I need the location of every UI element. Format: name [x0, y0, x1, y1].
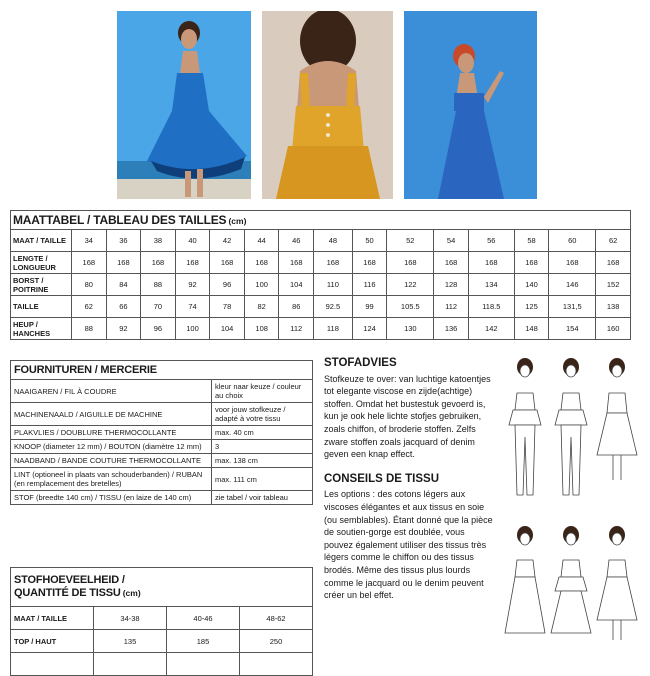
length-cell: 168 — [514, 252, 549, 274]
size-cell: 50 — [352, 230, 387, 252]
figure-dress-2 — [505, 526, 545, 633]
quantity-header-row — [11, 607, 313, 630]
hip-cell: 88 — [72, 318, 107, 340]
size-cell: 46 — [279, 230, 314, 252]
waist-cell: 70 — [141, 296, 176, 318]
quantity-col-header: 34-38 — [94, 607, 167, 630]
size-cell: 62 — [596, 230, 631, 252]
size-cell: 44 — [244, 230, 279, 252]
hip-row-label: HEUP / HANCHES — [11, 318, 72, 340]
supply-row — [11, 426, 313, 440]
hip-cell: 124 — [352, 318, 387, 340]
supply-value: max. 138 cm — [212, 454, 313, 468]
size-cell: 34 — [72, 230, 107, 252]
waist-cell: 105.5 — [387, 296, 434, 318]
size-cell: 36 — [106, 230, 141, 252]
bust-cell: 122 — [387, 274, 434, 296]
waist-cell: 86 — [279, 296, 314, 318]
advice-title-fr: CONSEILS DE TISSU — [324, 472, 440, 485]
length-cell: 168 — [352, 252, 387, 274]
supply-item: STOF (breedte 140 cm) / TISSU (en laize de 140 cm) — [11, 491, 212, 505]
quantity-row — [11, 630, 313, 653]
quantity-cell: 135 — [94, 630, 167, 653]
supply-item: MACHINENAALD / AIGUILLE DE MACHINE — [11, 403, 212, 426]
length-cell: 168 — [468, 252, 514, 274]
size-cell: 58 — [514, 230, 549, 252]
supply-value: zie tabel / voir tableau — [212, 491, 313, 505]
bust-cell: 152 — [596, 274, 631, 296]
supply-value: voor jouw stofkeuze / adapté à votre tissu — [212, 403, 313, 426]
photo-blue-maxi-dress — [404, 11, 537, 199]
photo-mustard-top-back — [262, 11, 393, 199]
length-cell: 168 — [549, 252, 596, 274]
supply-row — [11, 440, 313, 454]
supply-row — [11, 380, 313, 403]
technical-drawings — [503, 355, 643, 645]
waist-cell: 78 — [210, 296, 245, 318]
quantity-cell — [94, 653, 167, 676]
bust-row — [11, 274, 631, 296]
photo-blue-dress-beach — [117, 11, 251, 199]
length-cell: 168 — [314, 252, 353, 274]
size-cell: 38 — [141, 230, 176, 252]
supply-item: NAAIGAREN / FIL À COUDRE — [11, 380, 212, 403]
size-cell: 40 — [175, 230, 210, 252]
size-cell: 52 — [387, 230, 434, 252]
size-row-label: MAAT / TAILLE — [11, 230, 72, 252]
waist-row — [11, 296, 631, 318]
supply-value: max. 111 cm — [212, 468, 313, 491]
size-cell: 42 — [210, 230, 245, 252]
supply-item: NAADBAND / BANDE COUTURE THERMOCOLLANTE — [11, 454, 212, 468]
length-cell: 168 — [244, 252, 279, 274]
supply-row — [11, 491, 313, 505]
supplies-table — [10, 360, 313, 505]
length-cell: 168 — [175, 252, 210, 274]
waist-cell: 82 — [244, 296, 279, 318]
supply-item: KNOOP (diameter 12 mm) / BOUTON (diamètre 12 mm) — [11, 440, 212, 454]
bust-cell: 96 — [210, 274, 245, 296]
bust-cell: 116 — [352, 274, 387, 296]
waist-cell: 131,5 — [549, 296, 596, 318]
waist-cell: 99 — [352, 296, 387, 318]
bust-row-label: BORST / POITRINE — [11, 274, 72, 296]
supply-item: PLAKVLIES / DOUBLURE THERMOCOLLANTE — [11, 426, 212, 440]
length-row-label: LENGTE / LONGUEUR — [11, 252, 72, 274]
quantity-header-label: MAAT / TAILLE — [11, 607, 94, 630]
hip-cell: 96 — [141, 318, 176, 340]
figure-jumpsuit-2 — [555, 358, 587, 495]
hip-cell: 92 — [106, 318, 141, 340]
bust-cell: 100 — [244, 274, 279, 296]
hip-cell: 130 — [387, 318, 434, 340]
waist-cell: 138 — [596, 296, 631, 318]
size-cell: 60 — [549, 230, 596, 252]
hip-row — [11, 318, 631, 340]
size-table-title: MAATTABEL / TABLEAU DES TAILLES (cm) — [11, 211, 631, 230]
hip-cell: 154 — [549, 318, 596, 340]
hip-cell: 108 — [244, 318, 279, 340]
size-cell: 48 — [314, 230, 353, 252]
size-table — [10, 210, 631, 340]
length-cell: 168 — [434, 252, 469, 274]
length-row — [11, 252, 631, 274]
length-cell: 168 — [141, 252, 176, 274]
bust-cell: 88 — [141, 274, 176, 296]
length-cell: 168 — [210, 252, 245, 274]
waist-cell: 62 — [72, 296, 107, 318]
length-cell: 168 — [72, 252, 107, 274]
quantity-cell: 185 — [167, 630, 240, 653]
quantity-row-label: TOP / HAUT — [11, 630, 94, 653]
hip-cell: 136 — [434, 318, 469, 340]
fabric-advice — [324, 357, 494, 614]
bust-cell: 128 — [434, 274, 469, 296]
supply-value: max. 40 cm — [212, 426, 313, 440]
waist-cell: 66 — [106, 296, 141, 318]
quantity-row — [11, 653, 313, 676]
supply-row — [11, 468, 313, 491]
supply-item: LINT (optioneel in plaats van schouderbanden) / RUBAN (en remplacement des bretelles) — [11, 468, 212, 491]
hip-cell: 160 — [596, 318, 631, 340]
advice-text-nl: Stofkeuze te over: van luchtige katoentjes tot elegante viscose en zijde(achtige) stoffen. Omdat het bustestuk gevoerd is, kun je ook hele lichte stofjes gebruiken, zoals chiffon, of broderie stoffen. Zelfs zware stoffen zoals jacquard of denim geven een knap effect. — [324, 373, 491, 460]
hip-cell: 118 — [314, 318, 353, 340]
quantity-cell: 250 — [240, 630, 313, 653]
waist-cell: 125 — [514, 296, 549, 318]
length-cell: 168 — [387, 252, 434, 274]
bust-cell: 80 — [72, 274, 107, 296]
length-cell: 168 — [279, 252, 314, 274]
supply-row — [11, 454, 313, 468]
advice-text-fr: Les options : des cotons légers aux viscoses élégantes et aux tissus en soie (ou semblables). Étant donné que la pièce de soutien-gorge est doublée, vous pouvez également utiliser des tissus très légers comme le chiffon ou des tissus brodés. Même des tissus plus lourds comme le jacquard ou le denim peuvent créer un bel effet. — [324, 489, 493, 601]
figure-dress-3 — [551, 526, 591, 633]
figure-jumpsuit-1 — [509, 358, 541, 495]
quantity-col-header: 48-62 — [240, 607, 313, 630]
quantity-col-header: 40-46 — [167, 607, 240, 630]
bust-cell: 110 — [314, 274, 353, 296]
waist-cell: 118.5 — [468, 296, 514, 318]
waist-cell: 74 — [175, 296, 210, 318]
supplies-title: FOURNITUREN / MERCERIE — [11, 361, 313, 380]
supply-value: 3 — [212, 440, 313, 454]
quantity-cell — [240, 653, 313, 676]
hip-cell: 148 — [514, 318, 549, 340]
supply-value: kleur naar keuze / couleur au choix — [212, 380, 313, 403]
figure-dress-4 — [597, 526, 637, 640]
waist-cell: 92.5 — [314, 296, 353, 318]
hip-cell: 100 — [175, 318, 210, 340]
hip-cell: 112 — [279, 318, 314, 340]
waist-row-label: TAILLE — [11, 296, 72, 318]
bust-cell: 84 — [106, 274, 141, 296]
length-cell: 168 — [596, 252, 631, 274]
size-cell: 56 — [468, 230, 514, 252]
size-cell: 54 — [434, 230, 469, 252]
size-row — [11, 230, 631, 252]
bust-cell: 140 — [514, 274, 549, 296]
quantity-cell — [167, 653, 240, 676]
advice-title-nl: STOFADVIES — [324, 357, 397, 369]
length-cell: 168 — [106, 252, 141, 274]
bust-cell: 146 — [549, 274, 596, 296]
quantity-title: STOFHOEVEELHEID / QUANTITÉ DE TISSU (cm) — [11, 568, 313, 607]
hip-cell: 104 — [210, 318, 245, 340]
hip-cell: 142 — [468, 318, 514, 340]
waist-cell: 112 — [434, 296, 469, 318]
bust-cell: 92 — [175, 274, 210, 296]
quantity-row-label — [11, 653, 94, 676]
figure-dress-short-1 — [597, 358, 637, 480]
supply-row — [11, 403, 313, 426]
bust-cell: 134 — [468, 274, 514, 296]
fabric-quantity-table — [10, 567, 313, 676]
bust-cell: 104 — [279, 274, 314, 296]
